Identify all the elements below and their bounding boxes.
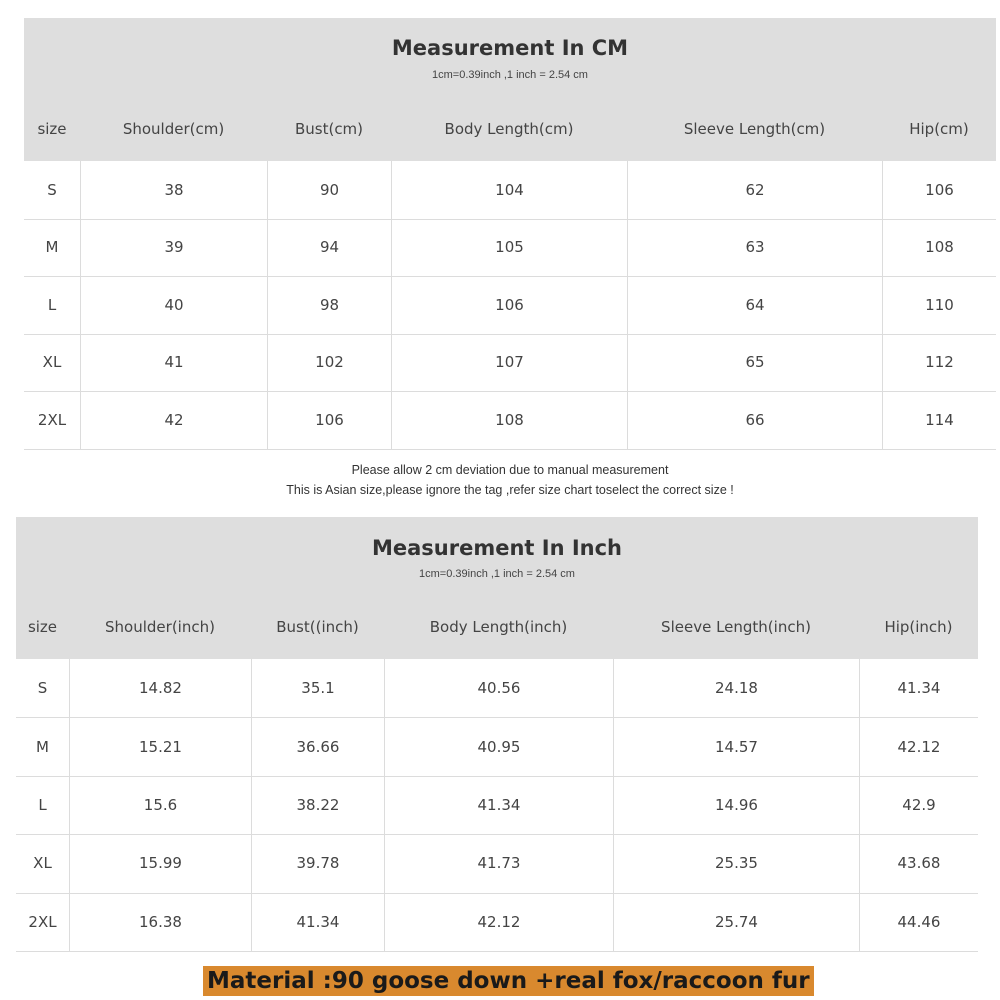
cm-table-row [24,161,996,220]
cm-table-cell: 66 [627,391,882,449]
inch-table-header [16,517,978,659]
cm-table-cell: 108 [882,219,996,277]
inch-column-header: Hip(inch) [884,618,953,636]
material-banner: Material :90 goose down +real fox/raccoon fur [203,966,814,996]
cm-table-cell: 42 [80,391,267,449]
inch-table-row [16,834,978,893]
inch-table-cell: 42.9 [859,776,978,834]
cm-table-cell: 108 [391,391,627,449]
inch-table-cell: 44.46 [859,893,978,951]
inch-table-subtitle: 1cm=0.39inch ,1 inch = 2.54 cm [419,568,575,580]
cm-table-cell: M [45,238,59,257]
cm-table-cell: 65 [627,334,882,392]
inch-table-cell: 41.34 [384,776,613,834]
inch-table-cell: 14.96 [613,776,859,834]
inch-table-cell: 15.99 [69,834,251,892]
cm-table-cell: 39 [80,219,267,277]
cm-table-cell: 105 [391,219,627,277]
inch-table-cell: 25.74 [613,893,859,951]
inch-table-cell: 41.34 [859,659,978,717]
cm-table-cell: XL [42,353,62,372]
cm-table-cell: 94 [267,219,391,277]
cm-table-row [24,391,996,450]
cm-column-header: Hip(cm) [909,120,969,138]
cm-table-cell: S [47,180,57,199]
inch-column-header: Bust((inch) [276,618,359,636]
inch-table-cell: 42.12 [859,717,978,775]
inch-table-row [16,717,978,776]
cm-table-cell: 63 [627,219,882,277]
inch-table-cell: 36.66 [251,717,384,775]
cm-column-header: size [37,120,67,138]
cm-table-title: Measurement In CM [391,36,629,60]
cm-table-cell: 38 [80,161,267,219]
cm-table-cell: 98 [267,276,391,334]
cm-column-header: Shoulder(cm) [122,120,225,138]
cm-table-cell: 2XL [37,410,67,429]
cm-table-cell: 102 [267,334,391,392]
cm-table-cell: L [47,295,57,314]
inch-table-cell: S [37,679,48,698]
inch-column-header: Sleeve Length(inch) [661,618,811,636]
inch-table-cell: 42.12 [384,893,613,951]
cm-table-cell: 40 [80,276,267,334]
cm-table-cell: 106 [267,391,391,449]
inch-table-cell: 40.95 [384,717,613,775]
inch-table-cell: 14.57 [613,717,859,775]
cm-table-cell: 104 [391,161,627,219]
inch-table-cell: 15.21 [69,717,251,775]
cm-column-header: Body Length(cm) [444,120,574,138]
cm-table-cell: 107 [391,334,627,392]
inch-table-row [16,659,978,718]
cm-table-cell: 106 [882,161,996,219]
cm-table-body [24,161,996,448]
inch-table-cell: 38.22 [251,776,384,834]
cm-table-cell: 112 [882,334,996,392]
cm-table-cell: 90 [267,161,391,219]
inch-table-cell: 39.78 [251,834,384,892]
inch-table-cell: L [38,795,47,814]
cm-table-row [24,334,996,393]
cm-column-header: Sleeve Length(cm) [683,120,826,138]
inch-column-header: size [27,618,58,636]
inch-table-cell: 24.18 [613,659,859,717]
inch-table-cell: 35.1 [251,659,384,717]
inch-column-header: Body Length(inch) [429,618,568,636]
inch-table-cell: 43.68 [859,834,978,892]
inch-table-cell: 14.82 [69,659,251,717]
inch-table-cell: M [36,737,49,756]
cm-table-cell: 106 [391,276,627,334]
inch-table-row [16,893,978,952]
cm-table-row [24,219,996,278]
inch-table-body [16,659,978,951]
inch-table-cell: 16.38 [69,893,251,951]
cm-column-header: Bust(cm) [294,120,364,138]
inch-table-cell: 15.6 [69,776,251,834]
inch-table-row [16,776,978,835]
cm-table-header [24,18,996,161]
inch-table-cell: XL [33,854,52,873]
inch-table-title: Measurement In Inch [371,536,623,560]
cm-table-cell: 62 [627,161,882,219]
cm-table-subtitle: 1cm=0.39inch ,1 inch = 2.54 cm [432,69,588,81]
cm-table-notes [24,460,996,500]
inch-column-header: Shoulder(inch) [105,618,215,636]
cm-table-cell: 114 [882,391,996,449]
asian-size-note: This is Asian size,please ignore the tag ,refer size chart toselect the correct size ! [286,483,734,497]
cm-table-row [24,276,996,335]
cm-table-cell: 110 [882,276,996,334]
inch-table-cell: 41.73 [384,834,613,892]
inch-size-chart [16,517,978,951]
inch-table-cell: 25.35 [613,834,859,892]
inch-table-cell: 2XL [28,912,57,931]
inch-table-cell: 40.56 [384,659,613,717]
deviation-note: Please allow 2 cm deviation due to manual measurement [351,463,669,477]
cm-table-cell: 64 [627,276,882,334]
cm-size-chart [24,18,996,512]
cm-table-cell: 41 [80,334,267,392]
inch-table-cell: 41.34 [251,893,384,951]
